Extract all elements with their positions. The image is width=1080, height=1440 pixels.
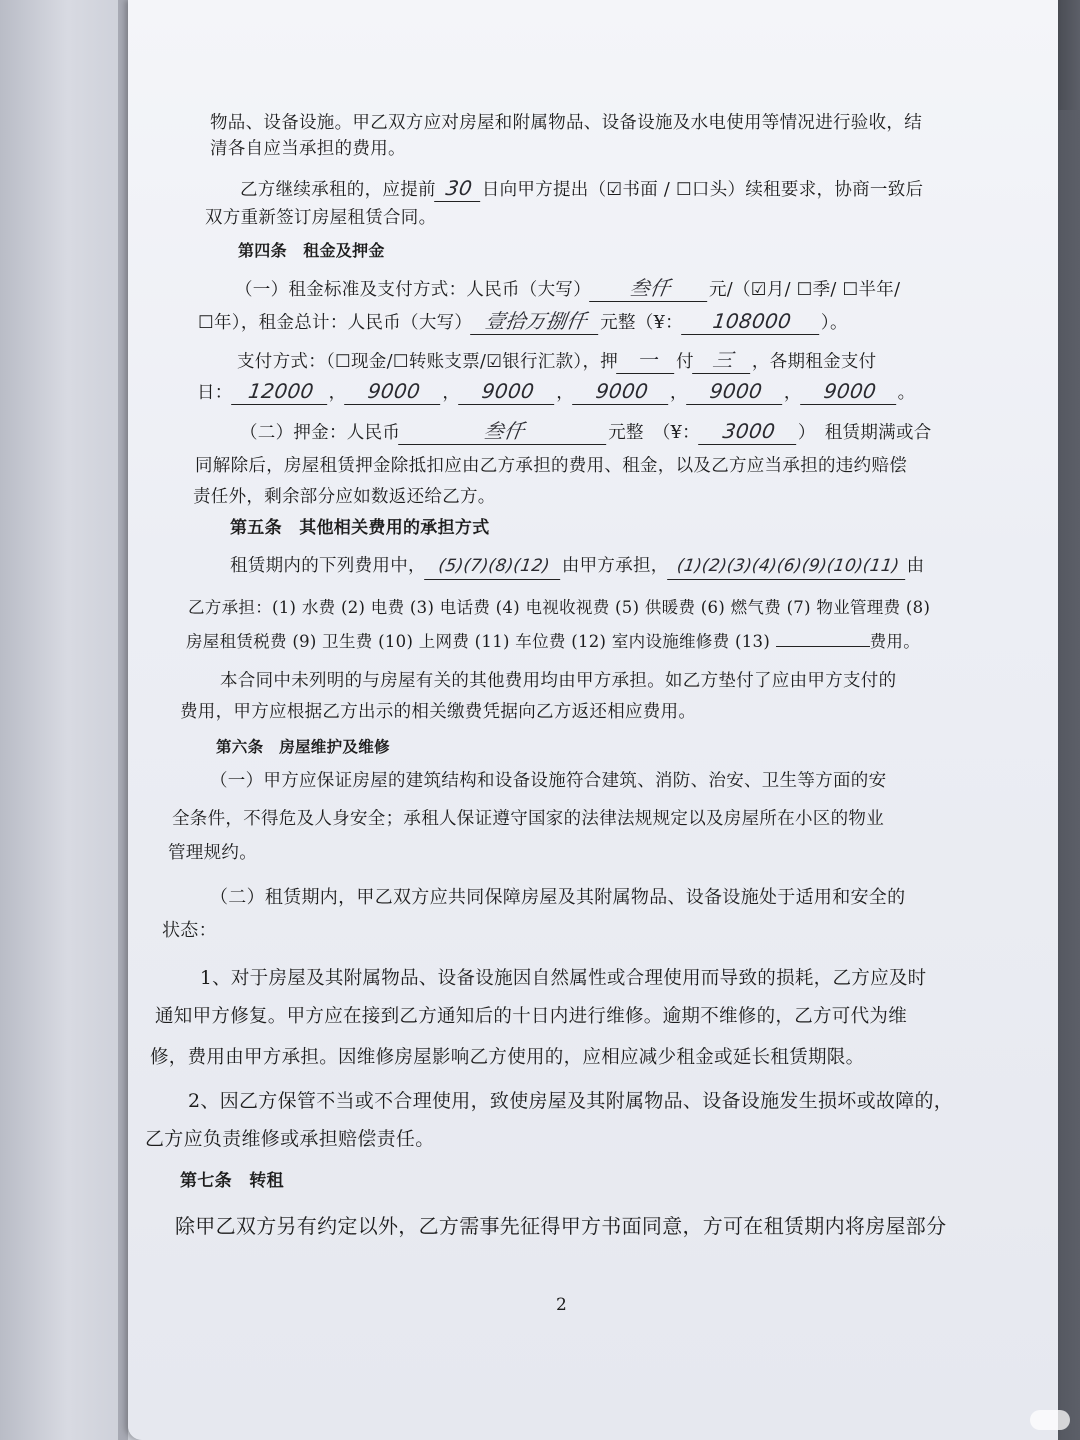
fees-line-1 xyxy=(230,553,955,580)
text-line: 费用，甲方应根据乙方出示的相关缴费凭据向乙方返还相应费用。 xyxy=(180,702,697,722)
handwritten-pay-months: 三 xyxy=(692,347,754,374)
rent-line-3 xyxy=(237,347,955,375)
installment: 9000 xyxy=(572,378,672,405)
text-segment: 元整 （¥： xyxy=(608,423,700,443)
handwritten-total-number: 108000 xyxy=(681,308,823,335)
handwritten-rent-amount: 叁仟 xyxy=(589,275,711,302)
text-segment: 租赁期内的下列费用中， xyxy=(230,556,426,576)
handwritten-landlord-fees: (5)(7)(8)(12) xyxy=(424,553,564,580)
handwritten-deposit-amount: 叁仟 xyxy=(398,418,610,445)
handwritten-tenant-fees: (1)(2)(3)(4)(6)(9)(10)(11) xyxy=(667,553,909,580)
text-line: 同解除后，房屋租赁押金除抵扣应由乙方承担的费用、租金，以及乙方应当承担的违约赔偿 xyxy=(195,456,907,476)
deposit-line xyxy=(240,418,955,446)
renewal-line xyxy=(240,175,955,203)
text-line: 物品、设备设施。甲乙双方应对房屋和附属物品、设备设施及水电使用等情况进行验收，结 xyxy=(210,113,922,133)
installment: 9000 xyxy=(345,378,445,405)
text-line: 通知甲方修复。甲方应在接到乙方通知后的十日内进行维修。逾期不维修的，乙方可代为维 xyxy=(155,1006,908,1027)
fees-line-2: 乙方承担：(1) 水费 (2) 电费 (3) 电话费 (4) 电视收视费 (5) 供暖费 (6) 燃气费 (7) 物业管理费 (8) xyxy=(188,598,931,617)
article-6-heading: 第六条 房屋维护及维修 xyxy=(216,738,390,756)
handwritten-total-amount: 壹拾万捌仟 xyxy=(470,308,602,335)
installment: 12000 xyxy=(231,378,331,405)
text-line: 全条件，不得危及人身安全；承租人保证遵守国家的法律法规规定以及房屋所在小区的物业 xyxy=(172,809,884,829)
text-segment: ）。 xyxy=(820,313,848,333)
text-line: （二）租赁期内，甲乙双方应共同保障房屋及其附属物品、设备设施处于适用和安全的 xyxy=(210,887,906,908)
text-segment: 付 xyxy=(676,352,694,372)
blank-field xyxy=(776,646,870,647)
article-4-heading: 第四条 租金及押金 xyxy=(238,241,385,260)
text-segment: 由甲方承担， xyxy=(561,556,669,576)
text-segment: （二）押金：人民币 xyxy=(240,423,401,443)
article-7-heading: 第七条 转租 xyxy=(180,1171,284,1191)
text-line: 除甲乙双方另有约定以外，乙方需事先征得甲方书面同意，方可在租赁期内将房屋部分 xyxy=(175,1214,947,1238)
page-number: 2 xyxy=(556,1295,567,1315)
text-line: 2、因乙方保管不当或不合理使用，致使房屋及其附属物品、设备设施发生损坏或故障的， xyxy=(188,1090,954,1112)
option-oral: ☐口头 xyxy=(675,180,728,200)
text-line: （一）甲方应保证房屋的建筑结构和设备设施符合建筑、消防、治安、卫生等方面的安 xyxy=(210,771,887,791)
text-segment: ☐年），租金总计：人民币（大写） xyxy=(198,313,473,333)
watermark-badge xyxy=(1030,1410,1070,1430)
handwritten-deposit-months: 一 xyxy=(616,347,678,374)
text-line: 本合同中未列明的与房屋有关的其他费用均由甲方承担。如乙方垫付了应由甲方支付的 xyxy=(220,671,897,691)
text-line: 双方重新签订房屋租赁合同。 xyxy=(205,208,437,228)
installment: 9000 xyxy=(800,378,900,405)
installment: 9000 xyxy=(458,378,558,405)
fees-line-3 xyxy=(186,629,955,655)
text-segment: 房屋租赁税费 (9) 卫生费 (10) 上网费 (11) 车位费 (12) 室内设施维修费 (13) xyxy=(186,632,771,651)
rent-line-2 xyxy=(198,308,955,336)
text-segment: 日： xyxy=(197,383,233,403)
handwritten-days: 30 xyxy=(434,175,484,202)
page-fold xyxy=(118,0,128,1440)
text-segment: 元整（¥： xyxy=(600,313,683,333)
text-line: 修，费用由甲方承担。因维修房屋影响乙方使用的，应相应减少租金或延长租赁期限。 xyxy=(150,1047,865,1068)
rent-line-4: 日： 12000 ， 9000 ， 9000 ， 9000 ， 9000 ， 9000 。 xyxy=(197,379,916,403)
text-line: 责任外，剩余部分应如数返还给乙方。 xyxy=(193,487,496,507)
text-segment: 支付方式：（☐现金/☐转账支票/☑银行汇款），押 xyxy=(237,352,619,372)
text-line: 管理规约。 xyxy=(168,843,257,863)
option-written-checked: ☑书面 xyxy=(606,180,659,200)
rent-line-1 xyxy=(235,275,955,303)
text-segment: / xyxy=(658,180,676,200)
text-segment: 。 xyxy=(897,383,916,403)
text-segment: 日向甲方提出（ xyxy=(481,180,607,200)
text-line: 状态： xyxy=(162,920,217,941)
text-segment: 乙方继续承租的，应提前 xyxy=(240,180,436,200)
installment: 9000 xyxy=(686,378,786,405)
text-line: 1、对于房屋及其附属物品、设备设施因自然属性或合理使用而导致的损耗，乙方应及时 xyxy=(200,968,927,989)
text-segment: （一）租金标准及支付方式：人民币（大写） xyxy=(235,280,591,300)
text-segment: ，各期租金支付 xyxy=(751,352,877,372)
article-5-heading: 第五条 其他相关费用的承担方式 xyxy=(230,518,490,538)
text-line: 乙方应负责维修或承担赔偿责任。 xyxy=(145,1128,435,1150)
text-segment: 费用。 xyxy=(869,632,921,651)
handwritten-deposit-number: 3000 xyxy=(698,418,800,445)
text-line: 清各自应当承担的费用。 xyxy=(210,139,406,159)
text-segment: ） 租赁期满或合 xyxy=(797,423,932,443)
text-segment: 由 xyxy=(906,556,925,576)
text-segment: ）续租要求，协商一致后 xyxy=(727,180,924,200)
text-segment: 元/（☑月/ ☐季/ ☐半年/ xyxy=(709,280,901,300)
